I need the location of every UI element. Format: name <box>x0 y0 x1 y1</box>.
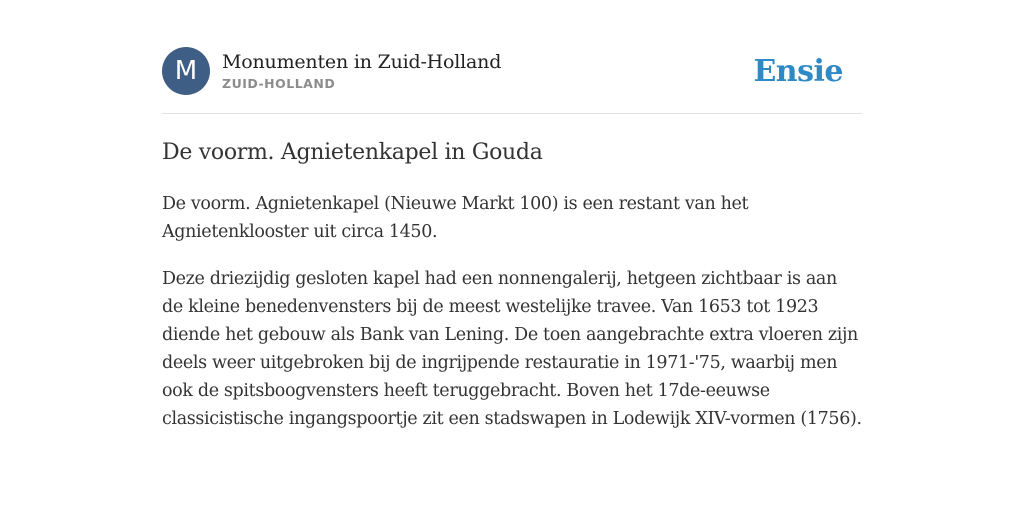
header <box>162 46 862 96</box>
article-paragraph-2: Deze driezijdig gesloten kapel had een nonnengalerij, hetgeen zichtbaar is aan de kleine benedenvensters bij de meest westelijke travee. Van 1653 tot 1923 diende het gebouw als Bank van Lening. De toen aangebrachte extra vloeren zijn deels weer uitgebroken bij de ingrijpende restauratie in 1971-'75, waarbij men ook de spitsboogvensters heeft teruggebracht. Boven het 17de-eeuwse classicistische ingangspoortje zit een stadswapen in Lodewijk XIV-vormen (1756). <box>162 269 862 429</box>
brand-logo[interactable]: Ensie <box>753 53 843 89</box>
avatar[interactable]: M <box>162 47 210 95</box>
source-info <box>222 50 501 93</box>
source-region: ZUID-HOLLAND <box>222 75 336 91</box>
article-title: De voorm. Agnietenkapel in Gouda <box>162 140 543 165</box>
divider <box>162 113 862 114</box>
article-paragraph-1: De voorm. Agnietenkapel (Nieuwe Markt 100) is een restant van het Agnietenklooster uit circa 1450. <box>162 194 749 242</box>
article-card <box>162 46 862 433</box>
source-name[interactable]: Monumenten in Zuid-Holland <box>222 50 502 73</box>
